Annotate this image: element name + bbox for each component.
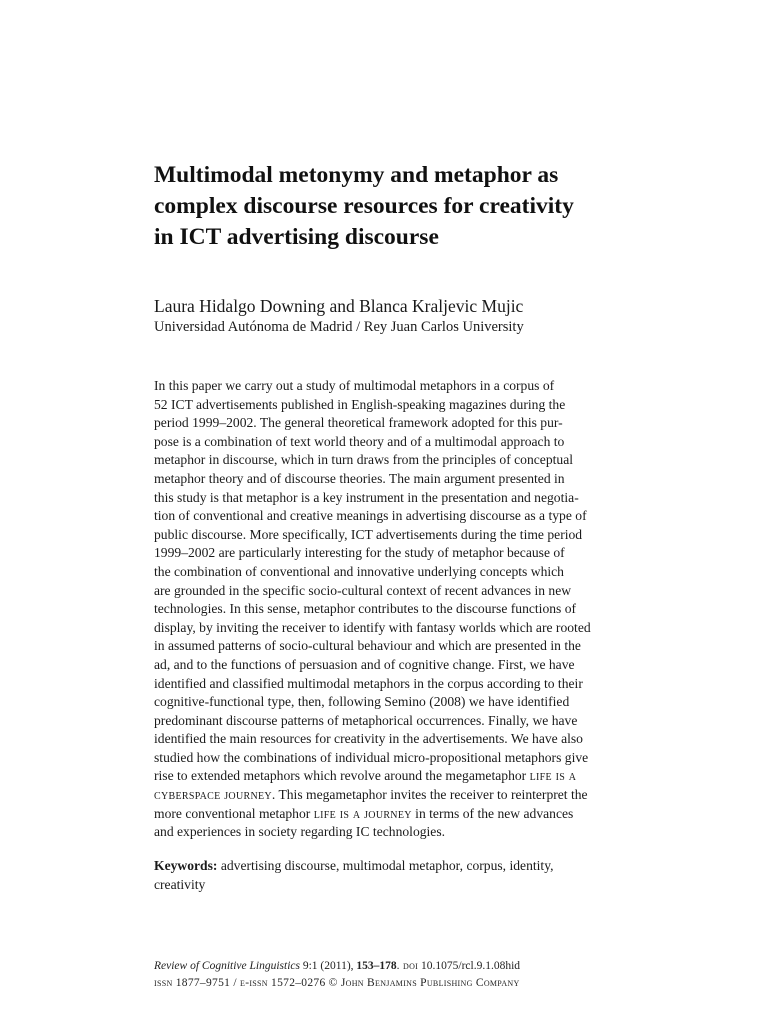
abstract-line — [154, 767, 674, 786]
issn-line: issn 1877–9751 / e-issn 1572–0276 © John Benjamins Publishing Company — [154, 976, 520, 989]
abstract-text: more conventional metaphor — [154, 805, 314, 821]
doi-value: 10.1075/rcl.9.1.08hid — [418, 960, 521, 972]
abstract-text: rise to extended metaphors which revolve around the megametaphor — [154, 768, 530, 784]
abstract-line: technologies. In this sense, metaphor contributes to the discourse functions of — [154, 601, 577, 617]
abstract — [154, 377, 674, 842]
title-line: in ICT advertising discourse — [154, 224, 439, 250]
paper-title — [154, 160, 674, 253]
abstract-line: pose is a combination of text world theory and of a multimodal approach to — [154, 433, 565, 449]
title-line: Multimodal metonymy and metaphor as — [154, 162, 559, 188]
citation-line — [154, 958, 520, 975]
metaphor-smallcaps: life is a — [529, 768, 577, 784]
abstract-line — [154, 805, 674, 824]
abstract-text: in terms of the new advances — [411, 805, 574, 821]
abstract-line: this study is that metaphor is a key instrument in the presentation and negotia- — [154, 489, 579, 505]
citation-footer — [154, 958, 520, 991]
abstract-line: public discourse. More specifically, ICT advertisements during the time period — [154, 526, 583, 542]
abstract-line: studied how the combinations of individual micro-propositional metaphors give — [154, 749, 589, 765]
journal-volume: 9:1 (2011), — [299, 960, 357, 972]
abstract-line: period 1999–2002. The general theoretical framework adopted for this pur- — [154, 415, 563, 431]
abstract-line: identified and classified multimodal metaphors in the corpus according to their — [154, 675, 583, 691]
title-line: complex discourse resources for creativity — [154, 193, 574, 219]
abstract-line — [154, 786, 674, 805]
abstract-line: are grounded in the specific socio-cultural context of recent advances in new — [154, 582, 572, 598]
author-names: Laura Hidalgo Downing and Blanca Kraljevic Mujic — [154, 296, 524, 316]
doi-label: . doi — [396, 960, 419, 972]
abstract-line: identified the main resources for creativity in the advertisements. We have also — [154, 731, 583, 747]
keywords-line — [154, 857, 674, 876]
abstract-line: metaphor theory and of discourse theories. The main argument presented in — [154, 470, 565, 486]
keywords — [154, 857, 674, 894]
journal-name: Review of Cognitive Linguistics — [154, 960, 300, 972]
abstract-text: . This megametaphor invites the receiver to reinterpret the — [271, 787, 588, 803]
abstract-line: the combination of conventional and innovative underlying concepts which — [154, 563, 564, 579]
abstract-line: in assumed patterns of socio-cultural behaviour and which are presented in the — [154, 638, 581, 654]
abstract-line: 1999–2002 are particularly interesting for the study of metaphor because of — [154, 545, 565, 561]
keywords-line: creativity — [154, 876, 206, 892]
keywords-label: Keywords: — [154, 858, 218, 873]
page-range: 153–178 — [356, 960, 397, 972]
abstract-line: In this paper we carry out a study of multimodal metaphors in a corpus of — [154, 378, 555, 393]
abstract-line: display, by inviting the receiver to identify with fantasy worlds which are rooted — [154, 619, 591, 635]
abstract-line: ad, and to the functions of persuasion and of cognitive change. First, we have — [154, 656, 575, 672]
author-affiliation: Universidad Autónoma de Madrid / Rey Juan Carlos University — [154, 319, 524, 335]
abstract-line: tion of conventional and creative meanings in advertising discourse as a type of — [154, 508, 587, 524]
abstract-line: cognitive-functional type, then, following Semino (2008) we have identified — [154, 694, 570, 710]
abstract-line: predominant discourse patterns of metaphorical occurrences. Finally, we have — [154, 712, 578, 728]
abstract-line: 52 ICT advertisements published in English-speaking magazines during the — [154, 396, 566, 412]
abstract-line: and experiences in society regarding IC technologies. — [154, 824, 446, 840]
metaphor-smallcaps: cyberspace journey — [154, 787, 272, 803]
keywords-text: advertising discourse, multimodal metaphor, corpus, identity, — [217, 858, 554, 873]
abstract-line: metaphor in discourse, which in turn draws from the principles of conceptual — [154, 452, 574, 468]
metaphor-smallcaps: life is a journey — [313, 805, 412, 821]
